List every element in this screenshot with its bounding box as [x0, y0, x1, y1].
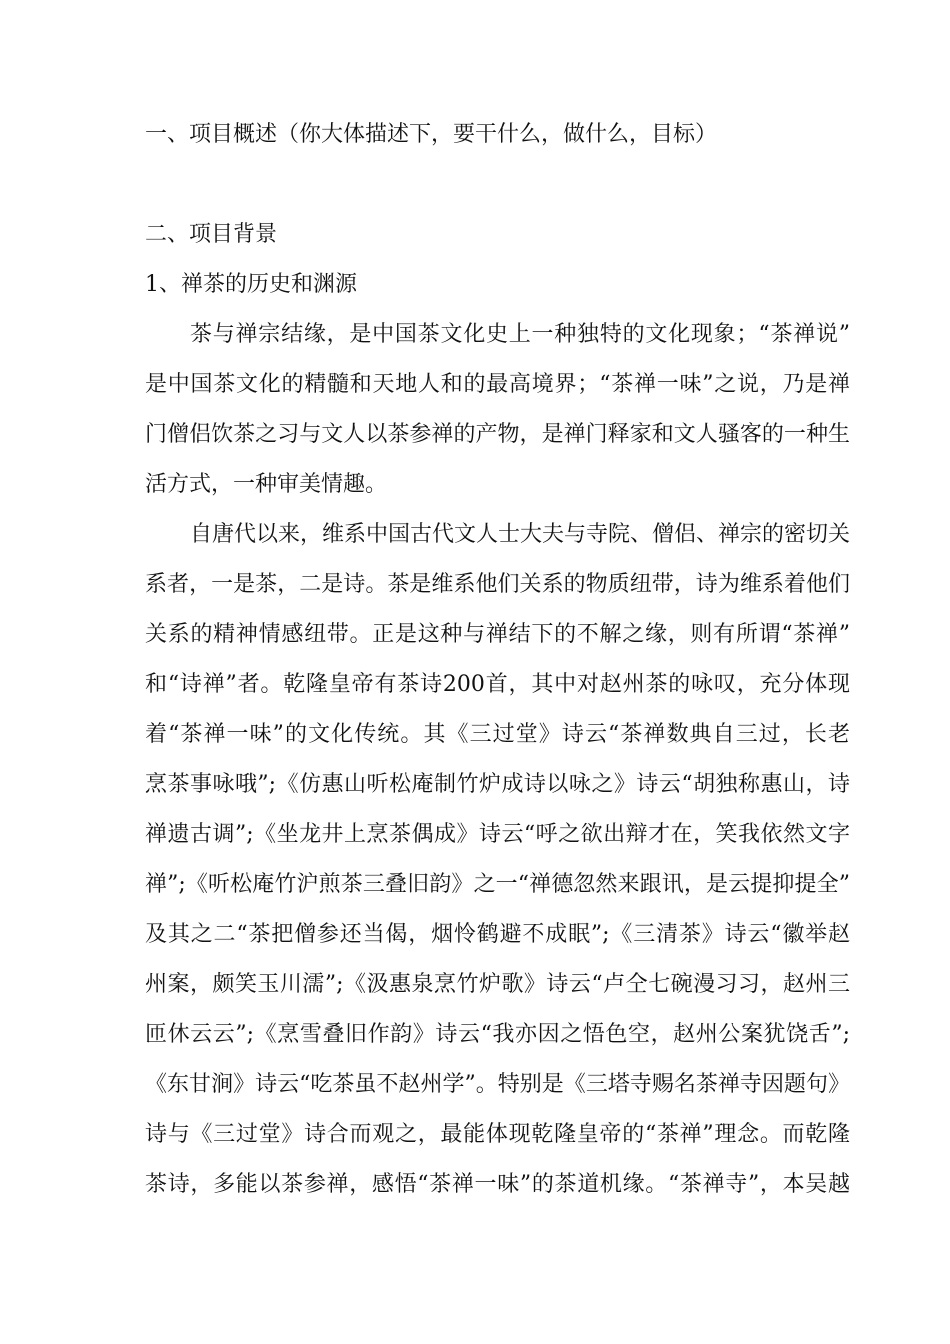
paragraph-2-line: 自唐代以来，维系中国古代文人士大夫与寺院、僧侣、禅宗的密切关 — [190, 522, 851, 547]
section-heading-background: 二、项目背景 — [145, 222, 278, 247]
paragraph-1-line: 门僧侣饮茶之习与文人以茶参禅的产物，是禅门释家和文人骚客的一种生 — [145, 422, 850, 447]
paragraph-2-line: 关系的精神情感纽带。正是这种与禅结下的不解之缘，则有所谓“茶禅” — [145, 622, 850, 647]
paragraph-2-line: 系者，一是茶，二是诗。茶是维系他们关系的物质纽带，诗为维系着他们 — [145, 572, 850, 597]
paragraph-2-line: 禅”;《听松庵竹沪煎茶三叠旧韵》之一“禅德忽然来跟讯，是云提抑提全” — [145, 872, 850, 897]
paragraph-2-line: 烹茶事咏哦”;《仿惠山听松庵制竹炉成诗以咏之》诗云“胡独称惠山，诗 — [145, 772, 850, 797]
paragraph-2-line: 《东甘涧》诗云“吃茶虽不赵州学”。特别是《三塔寺赐名茶禅寺因题句》 — [145, 1072, 850, 1097]
paragraph-2-line: 茶诗，多能以茶参禅，感悟“茶禅一味”的茶道机缘。“茶禅寺”，本吴越 — [145, 1172, 850, 1197]
paragraph-1-line: 活方式，一种审美情趣。 — [145, 472, 388, 497]
paragraph-2-line: 诗与《三过堂》诗合而观之，最能体现乾隆皇帝的“茶禅”理念。而乾隆 — [145, 1122, 850, 1147]
paragraph-2-line: 及其之二“茶把僧参还当偈，烟怜鹤避不成眠”;《三清茶》诗云“徽举赵 — [145, 922, 850, 947]
section-heading-overview: 一、项目概述（你大体描述下，要干什么，做什么，目标） — [145, 122, 718, 147]
paragraph-1-line: 茶与禅宗结缘，是中国茶文化史上一种独特的文化现象；“茶禅说” — [190, 322, 850, 347]
paragraph-2-line: 匝休云云”;《烹雪叠旧作韵》诗云“我亦因之悟色空，赵州公案犹饶舌”; — [145, 1022, 850, 1047]
paragraph-2-line: 着“茶禅一味”的文化传统。其《三过堂》诗云“茶禅数典自三过，长老 — [145, 722, 850, 747]
paragraph-1-line: 是中国茶文化的精髓和天地人和的最高境界；“茶禅一味”之说，乃是禅 — [145, 372, 850, 397]
paragraph-2-line: 和“诗禅”者。乾隆皇帝有茶诗200首，其中对赵州茶的咏叹，充分体现 — [145, 672, 850, 697]
paragraph-2-line: 州案，颇笑玉川濡”;《汲惠泉烹竹炉歌》诗云“卢仝七碗漫习习，赵州三 — [145, 972, 850, 997]
subsection-heading-chan-tea-history: 1、禅茶的历史和渊源 — [145, 272, 357, 297]
paragraph-2-line: 禅遗古调”;《坐龙井上烹茶偶成》诗云“呼之欲出辩才在，笑我依然文字 — [145, 822, 850, 847]
